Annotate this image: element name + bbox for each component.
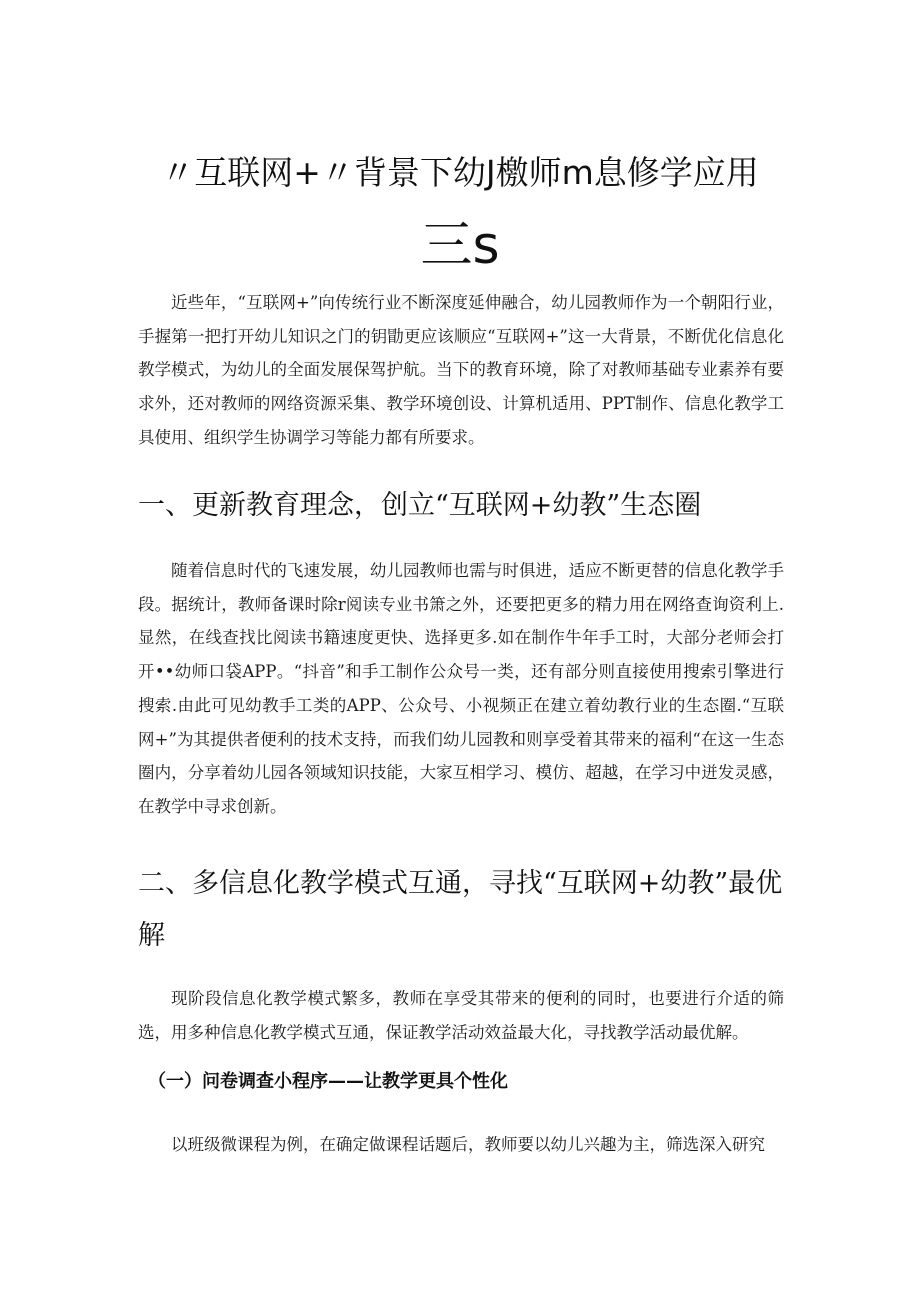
section2-heading: 二、多信息化教学模式互通，寻找“互联网+幼教”最优解 xyxy=(138,868,783,951)
subsection1-heading: （一）问卷调查小程序——让教学更具个性化 xyxy=(148,1071,508,1092)
document-title xyxy=(140,142,780,288)
document-title-line2: 三s xyxy=(420,216,500,277)
intro-paragraph: 近些年，“互联网+”向传统行业不断深度延伸融合，幼儿园教师作为一个朝阳行业，手握第一把打开幼儿知识之门的钥勖更应该顺应“互联网+”这一大背景，不断优化信息化教学模式，为幼儿的全面发展保驾护航。当下的教育环境，除了对教师基础专业素养有要求外，还对教师的网络资源采集、教学环境创设、计算机适用、PPT制作、信息化教学工具使用、组织学生协调学习等能力都有所要求。 xyxy=(138,293,784,447)
document-title-line1: 〃互联网+〃背景下幼J檄师m息修学应用 xyxy=(161,153,759,193)
section1-heading: 一、更新教育理念，创立“互联网+幼教”生态圈 xyxy=(138,490,702,521)
subsection1-paragraph: 以班级微课程为例，在确定做课程话题后，教师要以幼儿兴趣为主，筛选深入研究 xyxy=(171,1135,765,1154)
section1-paragraph: 随着信息时代的飞速发展，幼儿园教师也需与时俱进，适应不断更替的信息化教学手段。据统计，教师备课时除r阅读专业书箫之外，还要把更多的精力用在网络查询资利上.显然，在线查找比阅读书籍速度更快、选择更多.如在制作牛年手工时，大部分老师会打开••幼师口袋APP。“抖音”和手工制作公众号一类，还有部分则直接使用搜索引擎进行搜索.由此可见幼教手工类的APP、公众号、小视频正在建立着幼教行业的生态圈.“互联网+”为其提供者便利的技术支持，而我们幼儿园教和则享受着其带来的福利“在这一生态圈内，分享着幼儿园各领域知识技能，大家互相学习、模仿、超越，在学习中迸发灵感，在教学中寻求创新。 xyxy=(138,561,784,816)
section2-paragraph: 现阶段信息化教学模式繁多，教师在享受其带来的便利的同时，也要进行介适的筛选，用多种信息化教学模式互通，保证教学活动效益最大化，寻找教学活动最优解。 xyxy=(138,989,784,1042)
